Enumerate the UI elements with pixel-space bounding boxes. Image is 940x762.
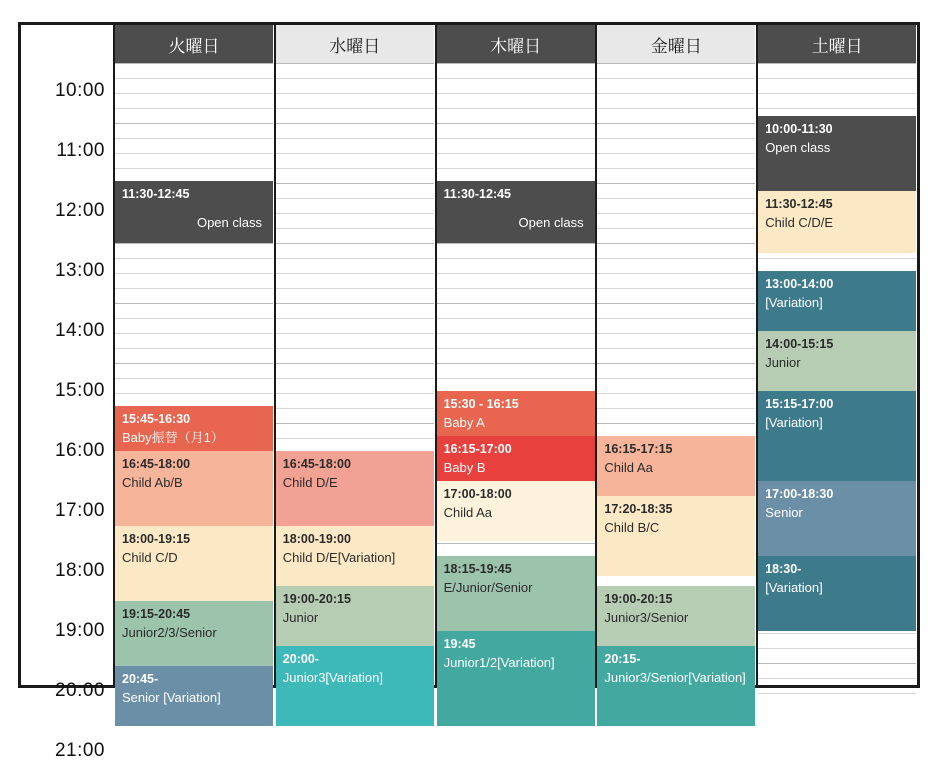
grid-line bbox=[597, 408, 755, 409]
event-open-class-sat[interactable] bbox=[758, 116, 916, 191]
grid-line bbox=[437, 153, 595, 154]
event-time: 16:15-17:00 bbox=[443, 442, 512, 456]
time-label: 17:00 bbox=[54, 500, 105, 521]
grid-line bbox=[758, 663, 916, 664]
grid-line bbox=[276, 108, 434, 109]
grid-line bbox=[437, 123, 595, 124]
grid-line bbox=[437, 288, 595, 289]
grid-line bbox=[276, 198, 434, 199]
event-junior3-variation-wed[interactable] bbox=[276, 646, 434, 726]
grid-line bbox=[115, 303, 273, 304]
event-time: 20:45- bbox=[122, 672, 159, 686]
day-friday bbox=[595, 25, 755, 685]
grid-line bbox=[276, 183, 434, 184]
event-junior-sat[interactable] bbox=[758, 331, 916, 391]
time-label: 19:00 bbox=[54, 620, 105, 641]
event-title: Junior bbox=[282, 610, 319, 625]
grid-line bbox=[437, 168, 595, 169]
grid-line bbox=[597, 393, 755, 394]
grid-line bbox=[597, 108, 755, 109]
event-title: Baby A bbox=[443, 415, 485, 430]
grid-line bbox=[597, 123, 755, 124]
event-child-b-c[interactable] bbox=[597, 496, 755, 576]
event-title: Open class bbox=[518, 215, 584, 230]
event-title: Child B/C bbox=[604, 520, 660, 535]
event-child-ab-b[interactable] bbox=[115, 451, 273, 526]
grid-line bbox=[276, 408, 434, 409]
grid-line bbox=[597, 258, 755, 259]
grid-line bbox=[437, 273, 595, 274]
event-time: 11:30-12:45 bbox=[443, 187, 512, 201]
grid-line bbox=[115, 78, 273, 79]
grid-line bbox=[758, 108, 916, 109]
grid-line bbox=[597, 78, 755, 79]
event-time: 16:15-17:15 bbox=[604, 442, 673, 456]
grid-line bbox=[276, 93, 434, 94]
event-senior-sat[interactable] bbox=[758, 481, 916, 556]
event-child-aa-fri[interactable] bbox=[597, 436, 755, 496]
time-label: 20:00 bbox=[54, 680, 105, 701]
event-time: 16:45-18:00 bbox=[122, 457, 191, 471]
grid-line bbox=[276, 423, 434, 424]
grid-line bbox=[437, 333, 595, 334]
event-title: Child D/E bbox=[282, 475, 338, 490]
event-variation-1515[interactable] bbox=[758, 391, 916, 481]
grid-line bbox=[758, 93, 916, 94]
event-title: Child Aa bbox=[604, 460, 653, 475]
grid-line bbox=[597, 288, 755, 289]
event-time: 15:30 - 16:15 bbox=[443, 397, 519, 411]
grid-line bbox=[276, 123, 434, 124]
grid-line bbox=[276, 303, 434, 304]
grid-line bbox=[758, 78, 916, 79]
event-time: 20:00- bbox=[282, 652, 319, 666]
grid-line bbox=[597, 198, 755, 199]
event-time: 20:15- bbox=[604, 652, 641, 666]
event-time: 18:00-19:00 bbox=[282, 532, 351, 546]
grid-line bbox=[115, 288, 273, 289]
grid-line bbox=[597, 273, 755, 274]
grid-line bbox=[276, 168, 434, 169]
time-label: 15:00 bbox=[54, 380, 105, 401]
grid-line bbox=[115, 123, 273, 124]
grid-line bbox=[597, 348, 755, 349]
grid-line bbox=[758, 258, 916, 259]
grid-line bbox=[276, 378, 434, 379]
event-time: 11:30-12:45 bbox=[765, 197, 833, 211]
day-friday-header: 金曜日 bbox=[597, 25, 755, 63]
grid-line bbox=[276, 393, 434, 394]
grid-line bbox=[115, 273, 273, 274]
grid-line bbox=[758, 678, 916, 679]
grid-line bbox=[437, 363, 595, 364]
event-time: 18:00-19:15 bbox=[122, 532, 191, 546]
grid-line bbox=[437, 303, 595, 304]
grid-line bbox=[597, 318, 755, 319]
event-title: Child Ab/B bbox=[122, 475, 183, 490]
day-wednesday-header: 水曜日 bbox=[276, 25, 434, 63]
grid-line bbox=[597, 213, 755, 214]
event-junior12-variation[interactable] bbox=[437, 631, 595, 726]
event-time: 18:30- bbox=[765, 562, 802, 576]
grid-line bbox=[597, 153, 755, 154]
grid-line bbox=[437, 93, 595, 94]
event-time: 11:30-12:45 bbox=[122, 187, 190, 201]
grid-line bbox=[276, 243, 434, 244]
event-time: 14:00-15:15 bbox=[765, 337, 834, 351]
time-label: 10:00 bbox=[54, 80, 105, 101]
event-baby-furikae[interactable] bbox=[115, 406, 273, 451]
event-title: Junior3/Senior[Variation] bbox=[604, 670, 746, 685]
grid-line bbox=[597, 138, 755, 139]
event-baby-a[interactable] bbox=[437, 391, 595, 436]
grid-line bbox=[758, 633, 916, 634]
grid-line bbox=[758, 63, 916, 64]
event-time: 18:15-19:45 bbox=[443, 562, 512, 576]
grid-line bbox=[276, 228, 434, 229]
grid-line bbox=[758, 648, 916, 649]
event-time: 19:45 bbox=[443, 637, 476, 651]
day-friday-body bbox=[597, 63, 755, 685]
grid-line bbox=[115, 333, 273, 334]
grid-line bbox=[276, 153, 434, 154]
grid-line bbox=[758, 693, 916, 694]
event-senior-variation-tue[interactable] bbox=[115, 666, 273, 726]
event-child-c-d[interactable] bbox=[115, 526, 273, 601]
grid-line bbox=[437, 78, 595, 79]
grid-line bbox=[437, 243, 595, 244]
grid-line bbox=[276, 333, 434, 334]
grid-line bbox=[276, 138, 434, 139]
event-open-class-tue[interactable] bbox=[115, 181, 273, 243]
grid-line bbox=[597, 363, 755, 364]
event-child-cde[interactable] bbox=[758, 191, 916, 253]
grid-line bbox=[276, 288, 434, 289]
event-time: 15:45-16:30 bbox=[122, 412, 191, 426]
grid-line bbox=[597, 423, 755, 424]
grid-line bbox=[597, 243, 755, 244]
grid-line bbox=[597, 303, 755, 304]
grid-line bbox=[115, 243, 273, 244]
grid-line bbox=[597, 168, 755, 169]
event-title: Open class bbox=[765, 140, 831, 155]
grid-line bbox=[115, 348, 273, 349]
time-label: 14:00 bbox=[54, 320, 105, 341]
event-time: 19:00-20:15 bbox=[282, 592, 351, 606]
grid-line bbox=[115, 138, 273, 139]
event-time: 19:15-20:45 bbox=[122, 607, 191, 621]
grid-line bbox=[276, 363, 434, 364]
grid-line bbox=[115, 168, 273, 169]
event-baby-b[interactable] bbox=[437, 436, 595, 481]
grid-line bbox=[276, 213, 434, 214]
event-child-d-e[interactable] bbox=[276, 451, 434, 526]
grid-line bbox=[115, 393, 273, 394]
grid-line bbox=[437, 348, 595, 349]
event-title: Junior1/2[Variation] bbox=[443, 655, 555, 670]
time-label: 16:00 bbox=[54, 440, 105, 461]
event-title: Baby振替（月1） bbox=[122, 430, 224, 445]
time-axis bbox=[21, 25, 113, 761]
grid-line bbox=[597, 333, 755, 334]
event-time: 10:00-11:30 bbox=[765, 122, 833, 136]
grid-line bbox=[276, 63, 434, 64]
event-title: [Variation] bbox=[765, 415, 823, 430]
grid-line bbox=[597, 93, 755, 94]
grid-line bbox=[115, 63, 273, 64]
grid-line bbox=[437, 138, 595, 139]
grid-line bbox=[115, 108, 273, 109]
grid-line bbox=[276, 438, 434, 439]
grid-line bbox=[276, 258, 434, 259]
event-title: E/Junior/Senior bbox=[443, 580, 533, 595]
grid-line bbox=[115, 258, 273, 259]
grid-line bbox=[597, 183, 755, 184]
day-saturday-header: 土曜日 bbox=[758, 25, 916, 63]
day-tuesday bbox=[113, 25, 273, 705]
day-thursday bbox=[435, 25, 595, 685]
event-title: Child C/D/E bbox=[765, 215, 834, 230]
grid-line bbox=[437, 258, 595, 259]
event-time: 17:20-18:35 bbox=[604, 502, 673, 516]
event-title: [Variation] bbox=[765, 295, 823, 310]
event-variation-1830[interactable] bbox=[758, 556, 916, 631]
day-wednesday bbox=[274, 25, 434, 685]
day-saturday bbox=[756, 25, 916, 685]
event-time: 17:00-18:30 bbox=[765, 487, 834, 501]
event-title: Child D/E[Variation] bbox=[282, 550, 396, 565]
event-child-aa-thu[interactable] bbox=[437, 481, 595, 541]
day-wednesday-body bbox=[276, 63, 434, 685]
day-tuesday-body bbox=[115, 63, 273, 705]
event-title: Child Aa bbox=[443, 505, 493, 520]
time-label: 13:00 bbox=[54, 260, 105, 281]
event-title: [Variation] bbox=[765, 580, 823, 595]
event-variation-1300[interactable] bbox=[758, 271, 916, 331]
grid-line bbox=[437, 543, 595, 544]
event-title: Open class bbox=[196, 215, 262, 230]
event-title: Child C/D bbox=[122, 550, 178, 565]
event-time: 16:45-18:00 bbox=[282, 457, 351, 471]
event-open-class-thu[interactable] bbox=[437, 181, 595, 243]
grid-line bbox=[437, 108, 595, 109]
grid-line bbox=[437, 63, 595, 64]
grid-line bbox=[115, 153, 273, 154]
grid-line bbox=[115, 93, 273, 94]
event-title: Junior3[Variation] bbox=[282, 670, 384, 685]
event-title: Junior bbox=[765, 355, 801, 370]
grid-line bbox=[115, 363, 273, 364]
time-label: 11:00 bbox=[56, 140, 105, 161]
grid-line bbox=[437, 318, 595, 319]
event-title: Junior2/3/Senior bbox=[122, 625, 217, 640]
grid-line bbox=[276, 78, 434, 79]
grid-line bbox=[276, 348, 434, 349]
event-time: 15:15-17:00 bbox=[765, 397, 834, 411]
event-junior3-senior-variation[interactable] bbox=[597, 646, 755, 726]
grid-line bbox=[276, 318, 434, 319]
day-saturday-body bbox=[758, 63, 916, 685]
time-label: 12:00 bbox=[54, 200, 105, 221]
event-title: Senior [Variation] bbox=[122, 690, 221, 705]
day-tuesday-header: 火曜日 bbox=[115, 25, 273, 63]
event-time: 13:00-14:00 bbox=[765, 277, 834, 291]
grid-line bbox=[597, 228, 755, 229]
grid-line bbox=[115, 378, 273, 379]
event-title: Baby B bbox=[443, 460, 486, 475]
grid-line bbox=[115, 318, 273, 319]
time-label: 21:00 bbox=[54, 740, 105, 761]
grid-line bbox=[276, 273, 434, 274]
day-thursday-header: 木曜日 bbox=[437, 25, 595, 63]
grid-line bbox=[437, 378, 595, 379]
day-thursday-body bbox=[437, 63, 595, 685]
event-child-de-variation[interactable] bbox=[276, 526, 434, 586]
event-time: 19:00-20:15 bbox=[604, 592, 673, 606]
time-label: 18:00 bbox=[54, 560, 105, 581]
event-time: 17:00-18:00 bbox=[443, 487, 512, 501]
event-junior3-senior[interactable] bbox=[597, 586, 755, 646]
event-title: Senior bbox=[765, 505, 803, 520]
event-title: Junior3/Senior bbox=[604, 610, 689, 625]
timetable-grid bbox=[113, 25, 917, 705]
grid-line bbox=[597, 63, 755, 64]
grid-line bbox=[597, 378, 755, 379]
